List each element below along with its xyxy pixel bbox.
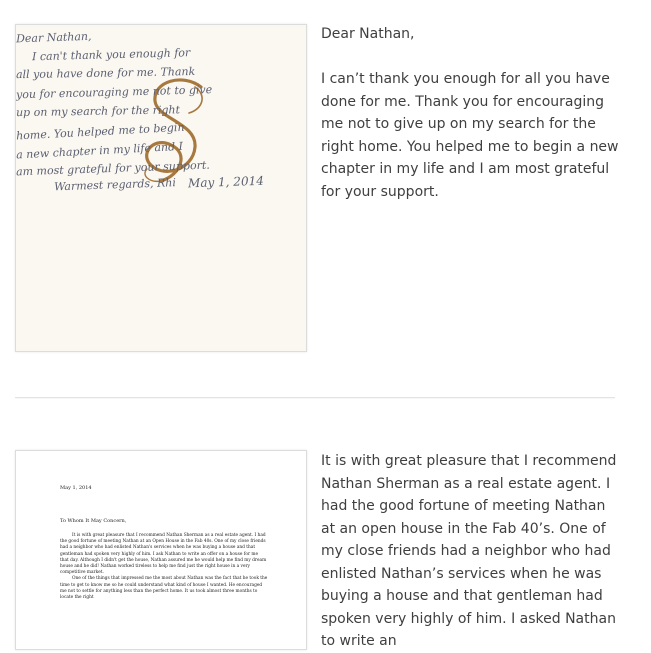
recommendation-letter-image[interactable] xyxy=(15,450,307,650)
handwritten-note-image[interactable] xyxy=(15,24,307,352)
letter-paragraph: One of the things that impressed me the most about Nathan was the fact that he took the time to get to know me so he could understand what kind of house I wanted. He encouraged me not to settle for anything less than the perfect home. It us took almost three months to locate the right xyxy=(60,576,268,601)
note-line: I can't thank you enough for xyxy=(31,46,191,64)
note-line: up on my search for the right xyxy=(15,103,181,120)
note-line: all you have done for me. Thank xyxy=(15,65,196,82)
section-divider xyxy=(15,397,615,398)
note-line: a new chapter in my life and I xyxy=(15,139,184,162)
testimonial-salutation: Dear Nathan, xyxy=(321,26,415,42)
testimonial-1-text xyxy=(321,23,621,226)
note-line: you for encouraging me not to give xyxy=(15,83,213,102)
note-card xyxy=(16,25,306,351)
letter-salutation: To Whom It May Concern, xyxy=(60,518,127,524)
note-line: Dear Nathan, xyxy=(15,29,92,46)
testimonial-2-text xyxy=(321,450,621,653)
letter-body xyxy=(60,533,268,601)
letter-page xyxy=(16,451,306,649)
note-handwriting xyxy=(16,25,266,196)
note-line: Warmest regards, Rhi xyxy=(53,176,177,194)
letter-paragraph: It is with great pleasure that I recommend Nathan Sherman as a real estate agent. I had the good fortune of meeting Nathan at an Open House in the Fab 40s. One of my close friends had a neighbor who had enlisted Nathan's services when he was buying a house and that gentleman had spoken very highly of him. I ask Nathan to write an offer on a house for me that day. Although I didn't get the house, Nathan assured me he would help me find my dream house and he did! Nathan worked tireless to help me find just the right house in a very competitive market. xyxy=(60,533,267,576)
letter-date: May 1, 2014 xyxy=(60,485,92,491)
note-date: May 1, 2014 xyxy=(187,173,265,191)
note-line: home. You helped me to begin xyxy=(15,120,185,143)
testimonial-body: I can’t thank you enough for all you have done for me. Thank you for encouraging me not to give up on my search for the right home. You helped me to begin a new chapter in my life and I am most grateful for your support. xyxy=(321,71,619,200)
note-line: am most grateful for your support. xyxy=(15,158,210,179)
testimonial-body: It is with great pleasure that I recommend Nathan Sherman as a real estate agent. I had the good fortune of meeting Nathan at an open house in the Fab 40’s. One of my close friends had a neighbor who had enlisted Nathan’s services when he was buying a house and that gentleman had spoken very highly of him. I asked Nathan to write an xyxy=(321,453,617,649)
